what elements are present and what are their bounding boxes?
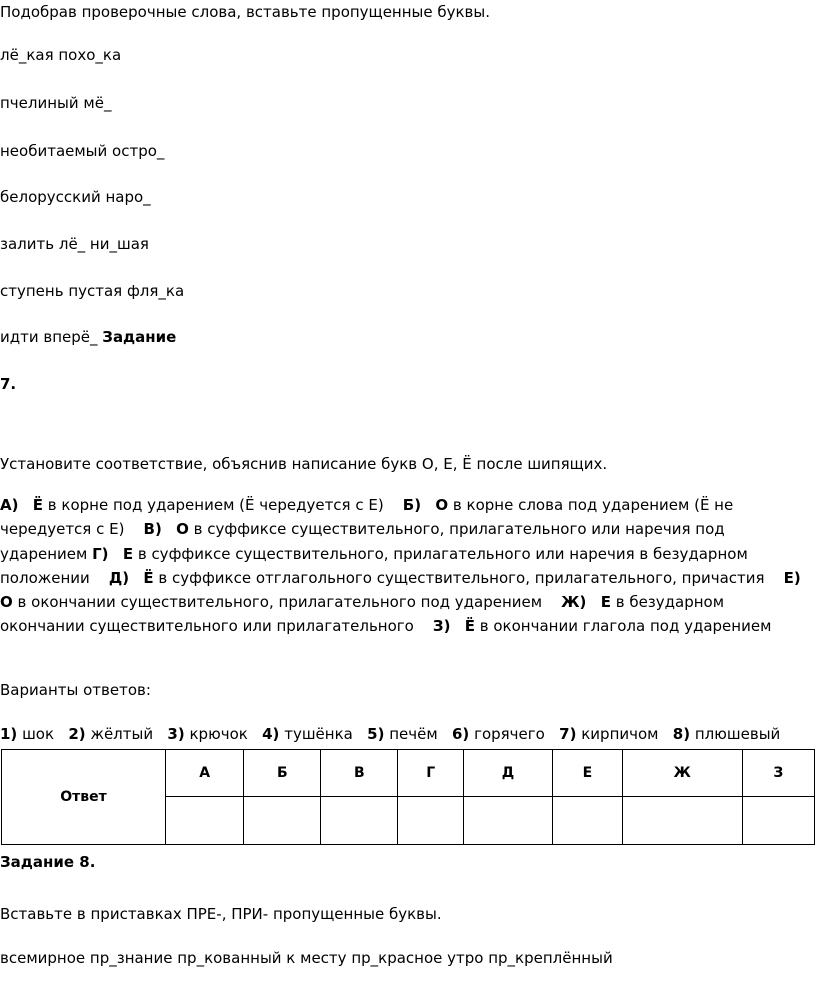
rule-a-letter: А): [0, 496, 19, 514]
option-8-word: плюшевый: [694, 725, 781, 743]
rule-e-key: О: [0, 593, 13, 612]
rule-g-text: в суффиксе существительного, прилагательного или наречия в безударном положении: [0, 544, 748, 587]
task7-heading-part2: 7.: [0, 375, 17, 393]
answer-row-label: Ответ: [2, 750, 166, 845]
rule-a-key: Ё: [32, 496, 44, 514]
task6-item-3: необитаемый остро_: [0, 142, 165, 160]
answer-cell-d[interactable]: [463, 797, 552, 845]
task6-item-5: залить лё_ ни_шая: [0, 235, 149, 253]
col-header-a: А: [166, 750, 244, 797]
task6-instruction: Подобрав проверочные слова, вставьте пропущенные буквы.: [0, 3, 491, 21]
task8-items: всемирное пр_знание пр_кованный к месту пр_красное утро пр_креплённый: [0, 949, 613, 967]
option-4-num: 4): [262, 725, 280, 743]
rule-b-letter: Б): [402, 496, 422, 514]
rule-b-text: в корне слова под ударением (Ё не чередуется с Е): [0, 496, 734, 539]
col-header-g: Г: [398, 750, 464, 797]
task6-item-7: идти вперё_: [0, 328, 98, 346]
answer-cell-g[interactable]: [398, 797, 464, 845]
task8-heading: Задание 8.: [0, 853, 96, 871]
task7-instruction: Установите соответствие, объяснив написание букв О, Е, Ё после шипящих.: [0, 455, 608, 473]
rule-zh-key: Е: [600, 593, 611, 612]
answer-cell-b[interactable]: [244, 797, 321, 845]
rule-e-text: в окончании существительного, прилагательного под ударением: [12, 593, 543, 612]
task8-instruction: Вставьте в приставках ПРЕ-, ПРИ- пропущенные буквы.: [0, 905, 442, 923]
answer-cell-e[interactable]: [552, 797, 622, 845]
rule-g-letter: Г): [92, 544, 109, 563]
option-7-num: 7): [559, 725, 577, 743]
answer-cell-a[interactable]: [166, 797, 244, 845]
task6-item-4: белорусский наро_: [0, 188, 151, 206]
option-7-word: кирпичом: [581, 725, 659, 743]
col-header-b: Б: [244, 750, 321, 797]
task7-options: [0, 724, 780, 744]
rule-z-letter: З): [432, 617, 451, 636]
col-header-z: З: [742, 750, 814, 797]
col-header-v: В: [321, 750, 398, 797]
answer-cell-z[interactable]: [742, 797, 814, 845]
option-5-word: печём: [389, 725, 438, 743]
rule-zh-text: в безударном окончании существительного или прилагательного: [0, 593, 725, 636]
rule-zh-letter: Ж): [561, 593, 587, 612]
task6-item-6: ступень пустая фля_ка: [0, 282, 185, 300]
task7-heading-part1: Задание: [102, 328, 177, 346]
option-3-num: 3): [167, 725, 185, 743]
rule-b-key: О: [435, 496, 449, 514]
rule-e-letter: Е): [783, 568, 801, 587]
option-6-word: горячего: [474, 725, 545, 743]
rule-v-text: в суффиксе существительного, прилагательного или наречия под ударением: [0, 520, 725, 563]
task6-item-1: лё_кая похо_ка: [0, 46, 122, 64]
rule-d-letter: Д): [108, 568, 130, 587]
answer-cell-v[interactable]: [321, 797, 398, 845]
rule-v-letter: В): [143, 520, 162, 539]
rule-v-key: О: [176, 520, 189, 539]
option-1-num: 1): [0, 725, 18, 743]
rule-z-text: в окончании глагола под ударением: [474, 617, 772, 636]
answer-cell-zh[interactable]: [622, 797, 742, 845]
task6-item-7-row: [0, 327, 176, 347]
col-header-e: Е: [552, 750, 622, 797]
rule-z-key: Ё: [464, 617, 475, 636]
answer-table: [1, 749, 815, 845]
option-4-word: тушёнка: [284, 725, 353, 743]
option-5-num: 5): [367, 725, 385, 743]
task6-item-2: пчелиный мё_: [0, 94, 112, 112]
rule-d-text: в суффиксе отглагольного существительного, прилагательного, причастия: [153, 568, 765, 587]
option-3-word: крючок: [189, 725, 248, 743]
option-1-word: шок: [22, 725, 55, 743]
task7-variants-label: Варианты ответов:: [0, 681, 151, 699]
option-2-num: 2): [68, 725, 86, 743]
option-2-word: жёлтый: [90, 725, 154, 743]
option-8-num: 8): [672, 725, 691, 743]
rule-a-text: в корне под ударением (Ё чередуется с Е): [43, 496, 384, 514]
task7-rules: [0, 493, 812, 639]
col-header-d: Д: [463, 750, 552, 797]
option-6-num: 6): [452, 725, 470, 743]
rule-d-key: Ё: [143, 568, 154, 587]
col-header-zh: Ж: [622, 750, 742, 797]
rule-g-key: Е: [122, 544, 134, 563]
